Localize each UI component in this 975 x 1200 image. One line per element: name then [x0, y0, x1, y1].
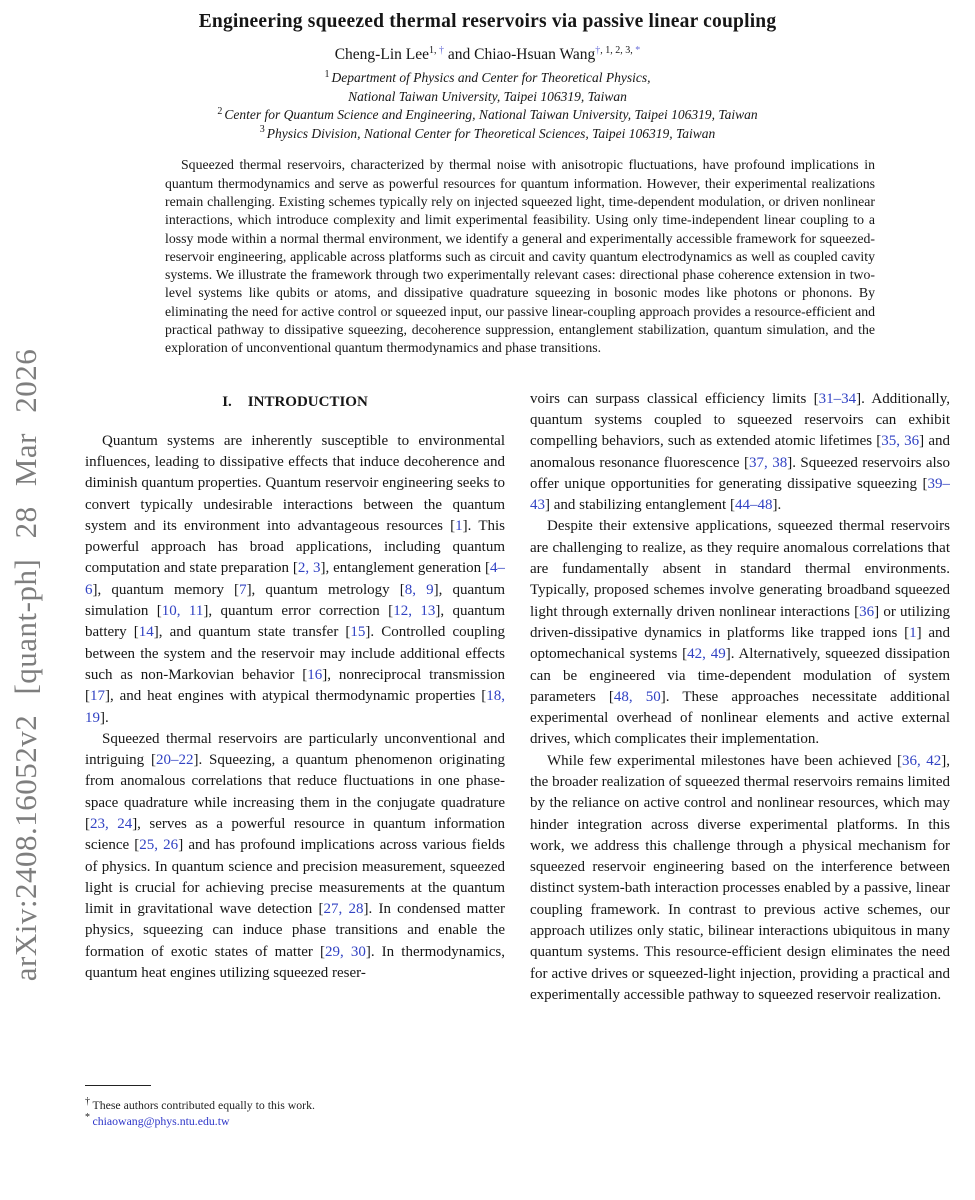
footnote-marker: †	[85, 1095, 93, 1107]
author-affiliation-marker: , 1, 2, 3,	[600, 44, 636, 56]
section-number: I.	[222, 393, 232, 410]
citation[interactable]: 29, 30	[325, 943, 366, 960]
citation[interactable]: 16	[307, 666, 323, 683]
citation[interactable]: 2, 3	[297, 560, 321, 577]
right-column	[530, 389, 950, 1137]
paragraph: While few experimental milestones have been achieved [36, 42], the broader realization of squeezed thermal reservoirs remains limited by the reliance on active control and nonlinear resources, which may hinder integration across diverse experimental platforms. In this work, we address this challenge through a physical mechanism for squeezed reservoir engineering based on the interference between distinct system-bath interaction processes enabled by a passive, linear coupling framework. In contrast to previous active schemes, our approach utilizes only static, bilinear interactions ubiquitous in many quantum systems. This resource-efficient design eliminates the need for active drives or squeezed-light injection, providing a practical and experimentally accessible pathway to squeezed reservoir realization.	[530, 752, 950, 1003]
right-column-text	[530, 389, 950, 1137]
paragraph: Despite their extensive applications, squeezed thermal reservoirs are challenging to realize, as they require anomalous correlations that are fundamentally absent in standard thermal environments. Typically, proposed schemes involve generating broadband squeezed light through externally driven nonlinear interactions [36] or utilizing driven-dissipative dynamics in platforms like trapped ions [1] and optomechanical systems [42, 49]. Alternatively, squeezed dissipation can be engineered via time-dependent modulation of system parameters [48, 50]. These approaches necessitate additional experimental overhead of nonlinear elements and active external drives, which complicates their implementation.	[530, 518, 950, 748]
paragraph: Quantum systems are inherently susceptible to environmental influences, leading to dissipative effects that induce decoherence and diminish quantum properties. Quantum reservoir engineering seeks to convert typically undesirable interactions between the quantum system and its environment into advantageous resources [1]. This powerful approach has broad applications, including quantum computation and state preparation [2, 3], entanglement generation [4–6], quantum memory [7], quantum metrology [8, 9], quantum simulation [10, 11], quantum error correction [12, 13], quantum battery [14], and quantum state transfer [15]. Controlled coupling between the system and the reservoir may include additional effects such as non-Markovian behavior [16], nonreciprocal transmission [17], and heat engines with atypical thermodynamic properties [18, 19].	[85, 432, 505, 726]
affiliation-block	[0, 69, 975, 143]
citation[interactable]: 15	[350, 624, 366, 641]
citation[interactable]: 36, 42	[902, 752, 942, 769]
section-title: INTRODUCTION	[247, 393, 368, 410]
paragraph: voirs can surpass classical efficiency limits [31–34]. Additionally, quantum systems coupled to squeezed reservoirs can exhibit compelling behaviors, such as extended atomic lifetimes [35, 36] and anomalous resonance fluorescence [37, 38]. Squeezed reservoirs also offer unique opportunities for generating dissipative squeezing [39–43] and stabilizing entanglement [44–48].	[530, 390, 950, 514]
affiliation-line: National Taiwan University, Taipei 106319, Taiwan	[348, 88, 627, 104]
paragraph: Squeezed thermal reservoirs are particularly unconventional and intriguing [20–22]. Squeezing, a quantum phenomenon originating from anomalous correlations that reduce fluctuations in one phase-space quadrature while increasing them in the conjugate quadrature [23, 24], serves as a powerful resource in quantum information science [25, 26] and has profound implications across various fields of physics. In quantum science and precision measurement, squeezed light is crucial for achieving precise measurements at the quantum limit in gravitational wave detection [27, 28]. In condensed matter physics, squeezing can induce phase transitions and enable the formation of exotic states of matter [29, 30]. In thermodynamics, quantum heat engines utilizing squeezed reser-	[85, 730, 505, 982]
author-footnote-marker: †	[595, 44, 601, 56]
citation[interactable]: 8, 9	[404, 581, 434, 598]
footnote-text: These authors contributed equally to this work.	[92, 1097, 315, 1112]
affiliation-line: $^2$ Center for Quantum Science and Engineering, National Taiwan University, Taipei 106319, Taiwan	[217, 105, 758, 123]
author-footnote-marker: *	[635, 44, 641, 56]
citation[interactable]: 1	[909, 624, 917, 641]
affiliation-line: $^3$ Physics Division, National Center for Theoretical Sciences, Taipei 106319, Taiwan	[259, 124, 716, 141]
footnotes	[85, 1097, 505, 1130]
citation[interactable]: 20–22	[155, 752, 194, 769]
citation[interactable]: 36	[859, 603, 875, 620]
citation[interactable]: 4–6	[85, 560, 505, 598]
footnote	[85, 1097, 505, 1114]
citation[interactable]: 39–43	[530, 475, 950, 514]
citation[interactable]: 42, 49	[687, 646, 726, 663]
citation[interactable]: 12, 13	[393, 603, 436, 620]
email-link[interactable]: chiaowang@phys.ntu.edu.tw	[92, 1114, 230, 1129]
author-affiliation-marker: 1,	[428, 44, 437, 56]
citation[interactable]: 14	[138, 624, 154, 641]
citation[interactable]: 10, 11	[161, 603, 204, 620]
author-name: Cheng-Lin Lee	[334, 46, 429, 63]
citation[interactable]: 23, 24	[90, 815, 133, 832]
citation[interactable]: 1	[455, 517, 463, 534]
two-column-body	[85, 389, 950, 1137]
abstract: Squeezed thermal reservoirs, characterized by thermal noise with anisotropic fluctuations, have profound implications in quantum thermodynamics and serve as powerful resources for quantum information. However, their experimental realizations remain challenging. Existing schemes typically rely on injected squeezed light, time-dependent modulation, or driven nonlinear interactions, which introduce complexity and limit experimental feasibility. Using only time-independent linear coupling to a lossy mode within a normal thermal environment, we identify a general and experimentally accessible framework for squeezed-reservoir engineering, applicable across platforms such as circuit and cavity quantum electrodynamics as well as coupled cavity systems. We illustrate the framework through two experimentally relevant cases: directional phase coherence extension in two-level systems like qubits or atoms, and dissipative quadrature squeezing in bosonic modes like photons or phonons. By eliminating the need for active control or squeezed input, our passive linear-coupling approach provides a resource-efficient and practical pathway to dissipative squeezing, decoherence suppression, entanglement stabilization, quantum simulation, and the exploration of unconventional quantum thermodynamics and phase transitions.	[165, 157, 875, 356]
citation[interactable]: 44–48	[734, 497, 773, 514]
affiliation-number: 3	[259, 124, 265, 136]
citation[interactable]: 35, 36	[881, 433, 920, 450]
citation[interactable]: 7	[239, 581, 247, 598]
left-column	[85, 389, 505, 1137]
section-heading	[85, 394, 505, 411]
citation[interactable]: 27, 28	[323, 901, 364, 918]
footnote-marker: *	[85, 1112, 93, 1124]
citation[interactable]: 25, 26	[139, 837, 179, 854]
paper-title: Engineering squeezed thermal reservoirs via passive linear coupling	[198, 11, 777, 32]
citation[interactable]: 37, 38	[749, 454, 788, 471]
footnote-rule	[85, 1085, 151, 1086]
citation[interactable]: 18, 19	[85, 688, 505, 726]
author-name: Chiao-Hsuan Wang	[474, 46, 596, 63]
footnote	[85, 1113, 505, 1130]
citation[interactable]: 48, 50	[613, 688, 661, 705]
author-footnote-marker: †	[436, 44, 444, 56]
affiliation-line: $^1$ Department of Physics and Center for Theoretical Physics,	[324, 68, 651, 85]
affiliation-number: 1	[324, 68, 330, 80]
affiliation-number: 2	[217, 105, 223, 117]
arxiv-watermark: arXiv:2408.16052v2 [quant-ph] 28 Mar 2026	[8, 348, 43, 982]
citation[interactable]: 31–34	[818, 390, 857, 407]
author-line: Cheng-Lin Lee$^{1,}$ † and Chiao-Hsuan Wang$^{\dagger, 1, 2, 3,}$ *	[334, 44, 641, 63]
left-column-text	[85, 431, 505, 1069]
citation[interactable]: 17	[90, 688, 105, 705]
